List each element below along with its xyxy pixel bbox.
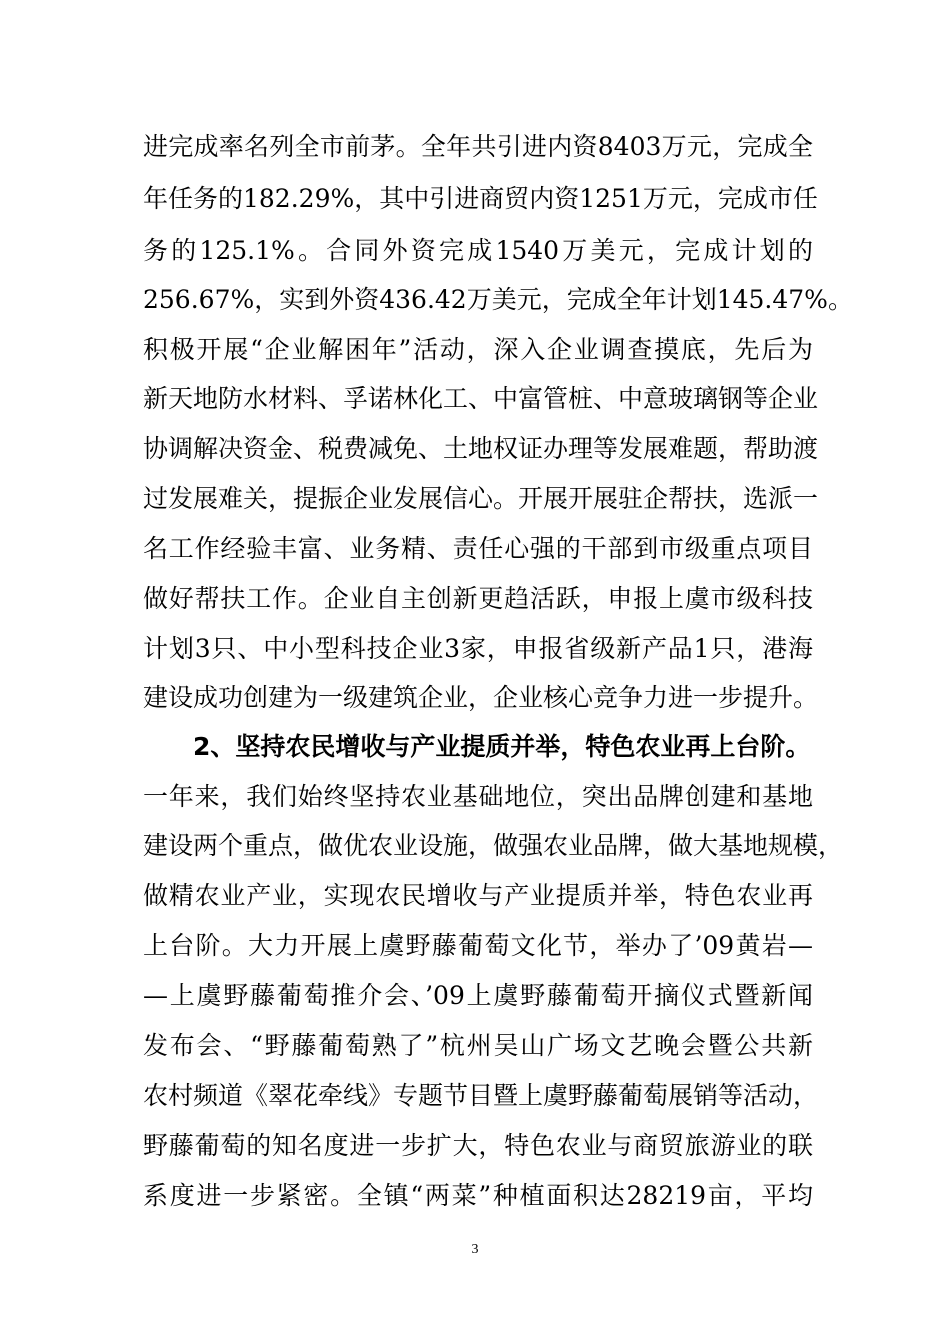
- body-text-line: 建设成功创建为一级建筑企业，企业核心竞争力进一步提升。: [143, 683, 819, 712]
- body-text-line: 系度进一步紧密。全镇“两菜”种植面积达28219亩，平均: [143, 1181, 813, 1210]
- body-text-line: 发布会、“野藤葡萄熟了”杭州吴山广场文艺晚会暨公共新: [143, 1031, 813, 1060]
- page-number: 3: [471, 1242, 479, 1257]
- body-text-line: 做精农业产业，实现农民增收与产业提质并举，特色农业再: [143, 881, 813, 910]
- body-text-line: 计划3只、中小型科技企业3家，申报省级新产品1只，港海: [143, 634, 813, 663]
- body-text-line: 做好帮扶工作。企业自主创新更趋活跃，申报上虞市级科技: [143, 584, 813, 613]
- body-text-line: 协调解决资金、税费减免、土地权证办理等发展难题，帮助渡: [143, 434, 819, 463]
- body-text-line: 年任务的182.29%，其中引进商贸内资1251万元，完成市任: [143, 184, 818, 213]
- body-text-line: 一年来，我们始终坚持农业基础地位，突出品牌创建和基地: [143, 782, 813, 811]
- body-text-line: 农村频道《翠花牵线》专题节目暨上虞野藤葡萄展销等活动，: [143, 1081, 819, 1110]
- body-text-line: 积极开展“企业解困年”活动，深入企业调查摸底，先后为: [143, 335, 813, 364]
- body-text-line: 野藤葡萄的知名度进一步扩大，特色农业与商贸旅游业的联: [143, 1131, 813, 1160]
- body-text-line: 建设两个重点，做优农业设施，做强农业品牌，做大基地规模，: [143, 831, 844, 860]
- body-text-line: 新天地防水材料、孚诺林化工、中富管桩、中意玻璃钢等企业: [143, 384, 819, 413]
- body-text-line: 务的125.1%。合同外资完成1540万美元，完成计划的: [143, 236, 813, 265]
- body-text-line: 256.67%，实到外资436.42万美元，完成全年计划145.47%。: [143, 285, 853, 314]
- body-text-line: 名工作经验丰富、业务精、责任心强的干部到市级重点项目: [143, 534, 813, 563]
- body-text-line: 进完成率名列全市前茅。全年共引进内资8403万元，完成全: [143, 132, 813, 161]
- section-heading: 2、坚持农民增收与产业提质并举，特色农业再上台阶。: [193, 732, 811, 761]
- body-text-line: —上虞野藤葡萄推介会、’09上虞野藤葡萄开摘仪式暨新闻: [143, 981, 813, 1010]
- body-text-line: 上台阶。大力开展上虞野藤葡萄文化节，举办了’09黄岩—: [143, 931, 813, 960]
- body-text-line: 过发展难关，提振企业发展信心。开展开展驻企帮扶，选派一: [143, 484, 819, 513]
